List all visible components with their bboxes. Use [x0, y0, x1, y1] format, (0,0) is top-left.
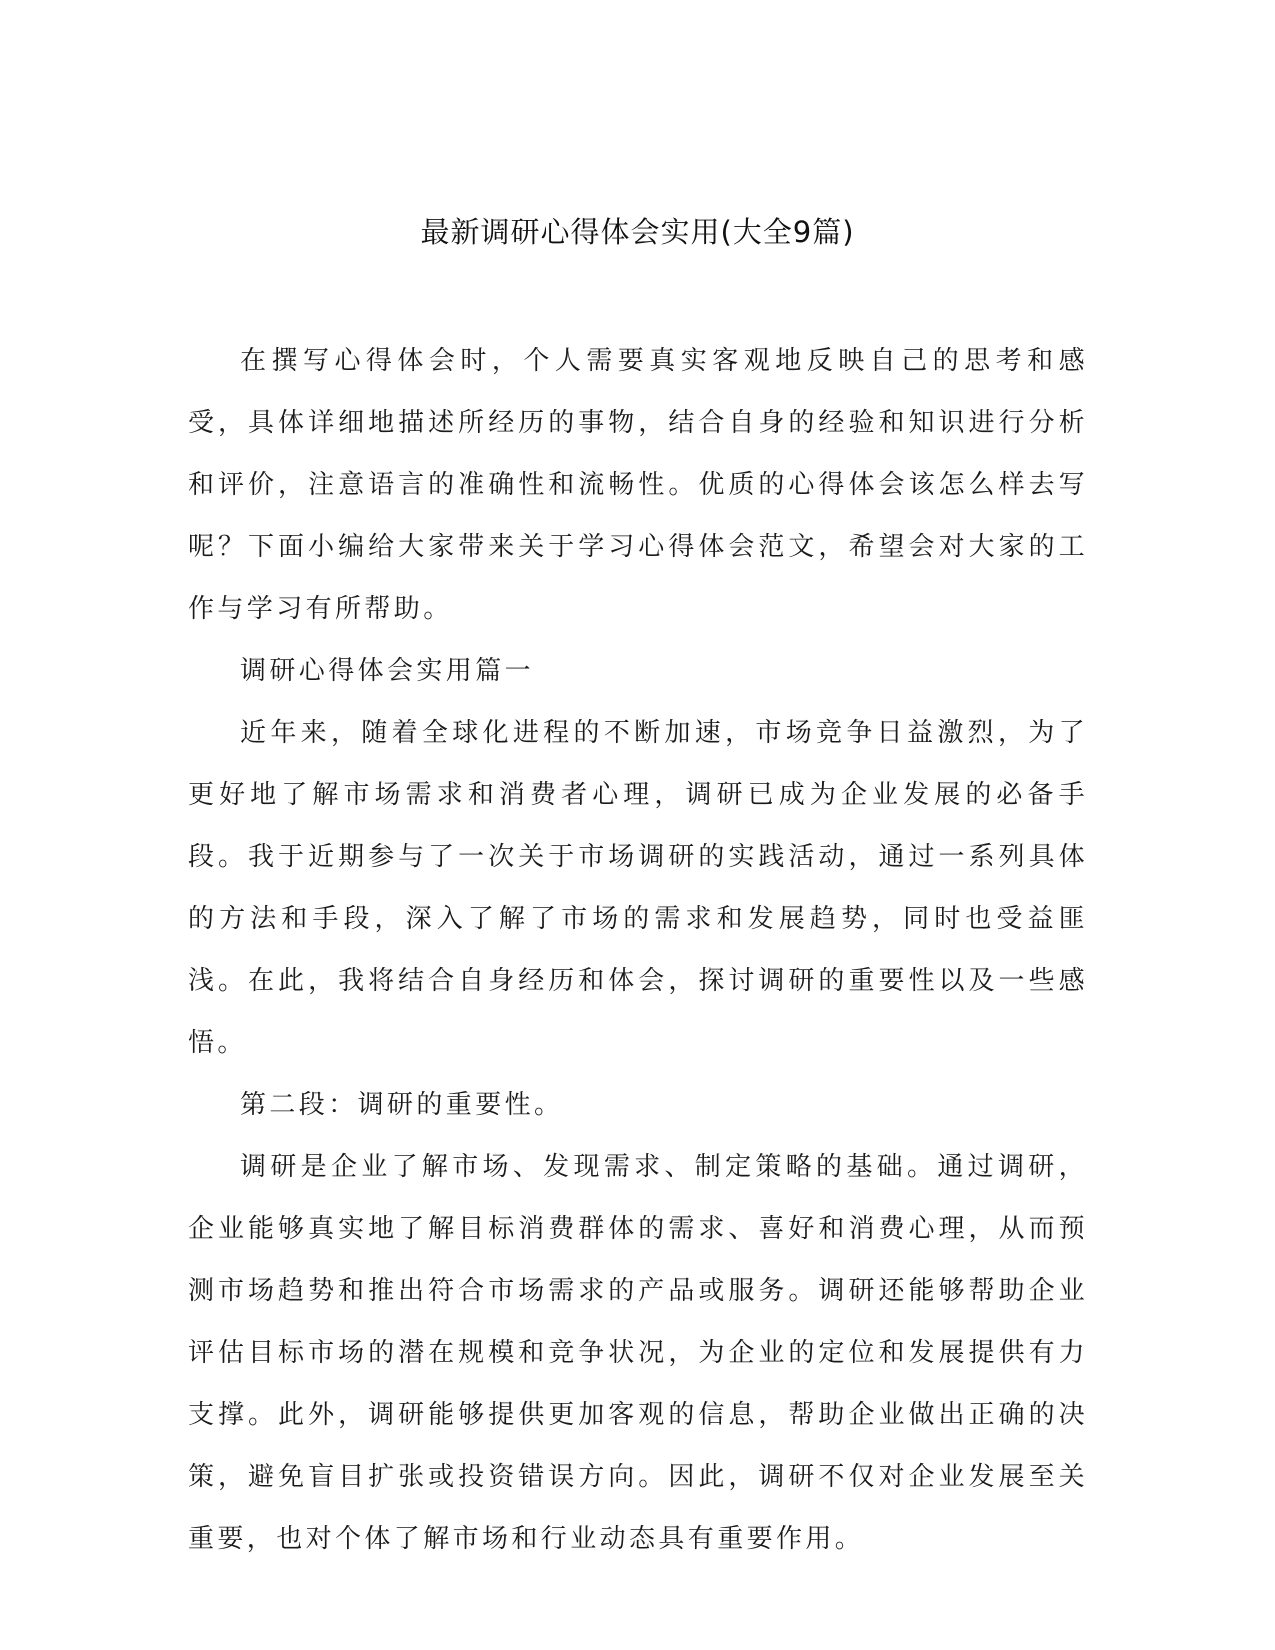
document-title: 最新调研心得体会实用(大全9篇) [420, 215, 855, 249]
intro-paragraph: 在撰写心得体会时，个人需要真实客观地反映自己的思考和感受，具体详细地描述所经历的事物，结合自身的经验和知识进行分析和评价，注意语言的准确性和流畅性。优质的心得体会该怎么样去写呢？下面小编给大家带来关于学习心得体会范文，希望会对大家的工作与学习有所帮助。 [188, 346, 1088, 624]
body-paragraph: 调研是企业了解市场、发现需求、制定策略的基础。通过调研，企业能够真实地了解目标消费群体的需求、喜好和消费心理，从而预测市场趋势和推出符合市场需求的产品或服务。调研还能够帮助企业评估目标市场的潜在规模和竞争状况，为企业的定位和发展提供有力支撑。此外，调研能够提供更加客观的信息，帮助企业做出正确的决策，避免盲目扩张或投资错误方向。因此，调研不仅对企业发展至关重要，也对个体了解市场和行业动态具有重要作用。 [188, 1152, 1088, 1554]
section-heading-importance: 第二段：调研的重要性。 [240, 1090, 564, 1120]
document-body [188, 330, 1088, 1570]
body-paragraph: 近年来，随着全球化进程的不断加速，市场竞争日益激烈，为了更好地了解市场需求和消费者心理，调研已成为企业发展的必备手段。我于近期参与了一次关于市场调研的实践活动，通过一系列具体的方法和手段，深入了解了市场的需求和发展趋势，同时也受益匪浅。在此，我将结合自身经历和体会，探讨调研的重要性以及一些感悟。 [188, 718, 1088, 1058]
section-heading-part-one: 调研心得体会实用篇一 [240, 656, 535, 686]
